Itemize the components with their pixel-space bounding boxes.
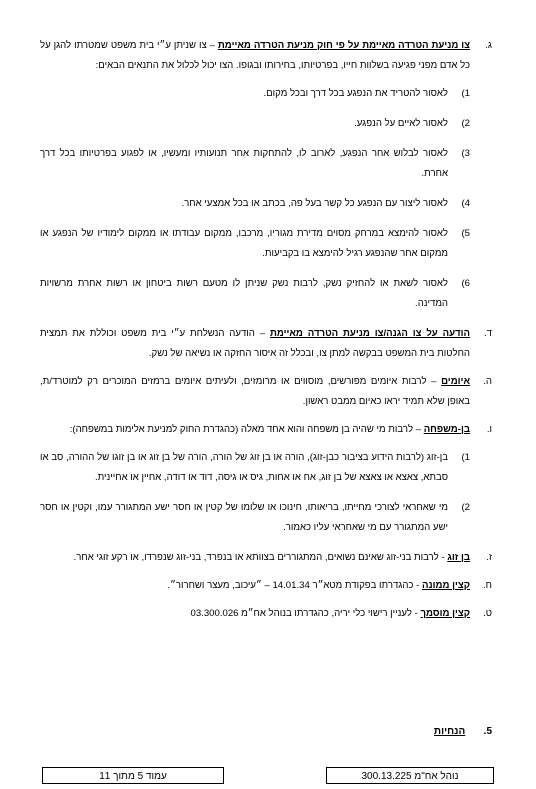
- definition-body: [40, 36, 470, 76]
- definition-letter: ד.: [484, 328, 492, 339]
- section-heading: [434, 722, 492, 742]
- section-title: הנחיות: [433, 726, 466, 737]
- definition-term: צו מניעת הטרדה מאיימת על פי חוק מניעת הטרדה מאיימת: [217, 40, 470, 51]
- definition-term: בן זוג: [447, 552, 470, 563]
- subitem-text: מי שאחראי לצורכי מחייתו, בריאותו, חינוכו או שלומו של קטין או חסר ישע המתגורר עמו, וקטין או חסר ישע המתגורר עם מי שאחראי עליו כאמור.: [40, 502, 448, 533]
- definition-item: [40, 576, 492, 596]
- definition-item: [40, 372, 492, 412]
- definition-letter: ח.: [483, 580, 492, 591]
- subitem-number: 6): [461, 278, 470, 289]
- definitions-list: [40, 36, 492, 632]
- definition-body: [40, 372, 470, 412]
- subitem-number: 1): [461, 452, 470, 463]
- subitem-text: לאסור לאיים על הנפגע.: [354, 118, 448, 129]
- definition-text: – הודעה הנשלחת ע״י בית משפט וכוללת את תמצית החלטות בית המשפט בבקשה למתן צו, ובכלל זה איסור החזקה או נשיאה של נשק.: [40, 328, 470, 359]
- definition-letter: ז.: [486, 552, 492, 563]
- definition-body: [40, 604, 470, 624]
- definition-text: – לרבות איומים מפורשים, מוסווים או מרומזים, ולעיתים איומים ברמזים המוכרים רק למוטרד/ת, באופן שלא תמיד יראו כאיום ממבט ראשון.: [40, 376, 470, 407]
- definition-letter: ט.: [483, 608, 492, 619]
- definition-text: - כהגדרתו בפקודת מטא״ר 14.01.34 – ״עיכוב, מעצר ושחרור״.: [167, 580, 422, 591]
- definition-subitem: [40, 448, 470, 488]
- subitem-text: לאסור להימצא במרחק מסוים מדירת מגוריו, מרכבו, ממקום עבודתו או ממקום לימודיו של הנפגע או ממקום אחר שהנפגע רגיל להימצא בו בקביעות.: [40, 228, 448, 259]
- definition-term: איומים: [441, 376, 470, 387]
- definition-term: קצין ממונה: [421, 580, 470, 591]
- definition-subitem: [40, 498, 470, 538]
- definition-item: [40, 36, 492, 76]
- subitem-text: לאסור לשאת או להחזיק נשק, לרבות נשק שניתן לו מטעם רשות ביטחון או רשות אחרת מרשויות המדינה.: [40, 278, 448, 309]
- definition-text: - לעניין רישוי כלי יריה, כהגדרתו בנוהל אח״מ 03.300.026: [190, 608, 421, 619]
- subitem-number: 2): [461, 502, 470, 513]
- definition-item: [40, 548, 492, 568]
- definition-term: קצין מוסמך: [420, 608, 470, 619]
- definition-term: בן-משפחה: [423, 424, 470, 435]
- definition-subitem: [40, 194, 470, 214]
- definition-letter: ה.: [483, 376, 492, 387]
- definition-text: – צו שניתן ע״י בית משפט שמטרתו להגן על כל אדם מפני פגיעה בשלוות חייו, בפרטיותו, בחירותו ובגופו. הצו יכול לכלול את התנאים הבאים:: [40, 40, 470, 71]
- definition-text: - לרבות בני-זוג שאינם נשואים, המתגוררים בצוותא או בנפרד, בני-זוג שנפרדו, או רקע זוגי אחר.: [73, 552, 448, 563]
- definition-body: [40, 420, 470, 440]
- definition-body: [40, 548, 470, 568]
- definition-body: [40, 324, 470, 364]
- definition-subitem: [40, 114, 470, 134]
- definition-letter: ג.: [485, 40, 492, 51]
- definition-item: [40, 604, 492, 624]
- definition-body: [40, 576, 470, 596]
- definition-item: [40, 324, 492, 364]
- definition-text: – לרבות מי שהיה בן משפחה והוא אחד מאלה (כהגדרת החוק למניעת אלימות במשפחה):: [69, 424, 424, 435]
- subitem-text: לאסור ליצור עם הנפגע כל קשר בעל פה, בכתב או בכל אמצעי אחר.: [181, 198, 448, 209]
- definition-subitem: [40, 224, 470, 264]
- subitem-text: בן-זוג (לרבות הידוע בציבור כבן-זוג), הורה או בן זוג של הורה, הורה של בן זוג או בן זוגו של ההורה, סב או סבתא, צאצא או צאצא של בן זוג, אח או אחות, גיס או גיסה, דוד או דודה, אחיין או אחיינית.: [40, 452, 448, 483]
- definition-subitem: [40, 274, 470, 314]
- footer-procedure-id: נוהל אח"מ 300.13.225: [326, 767, 494, 784]
- subitem-number: 1): [461, 88, 470, 99]
- definition-item: [40, 420, 492, 440]
- subitem-text: לאסור להטריד את הנפגע בכל דרך ובכל מקום.: [263, 88, 448, 99]
- definition-term: הודעה על צו הגנה/צו מניעת הטרדה מאיימת: [269, 328, 470, 339]
- subitem-text: לאסור לבלוש אחר הנפגע, לארוב לו, להתחקות אחר תנועותיו ומעשיו, או לפגוע בפרטיותו בכל דרך אחרת.: [40, 148, 448, 179]
- definition-subitem: [40, 144, 470, 184]
- definition-subitem: [40, 84, 470, 104]
- subitem-number: 3): [461, 148, 470, 159]
- subitem-number: 5): [461, 228, 470, 239]
- subitem-number: 2): [461, 118, 470, 129]
- footer-page-number: עמוד 5 מתוך 11: [42, 767, 224, 784]
- subitem-number: 4): [461, 198, 470, 209]
- section-number: 5.: [483, 726, 492, 737]
- definition-letter: ו.: [486, 424, 492, 435]
